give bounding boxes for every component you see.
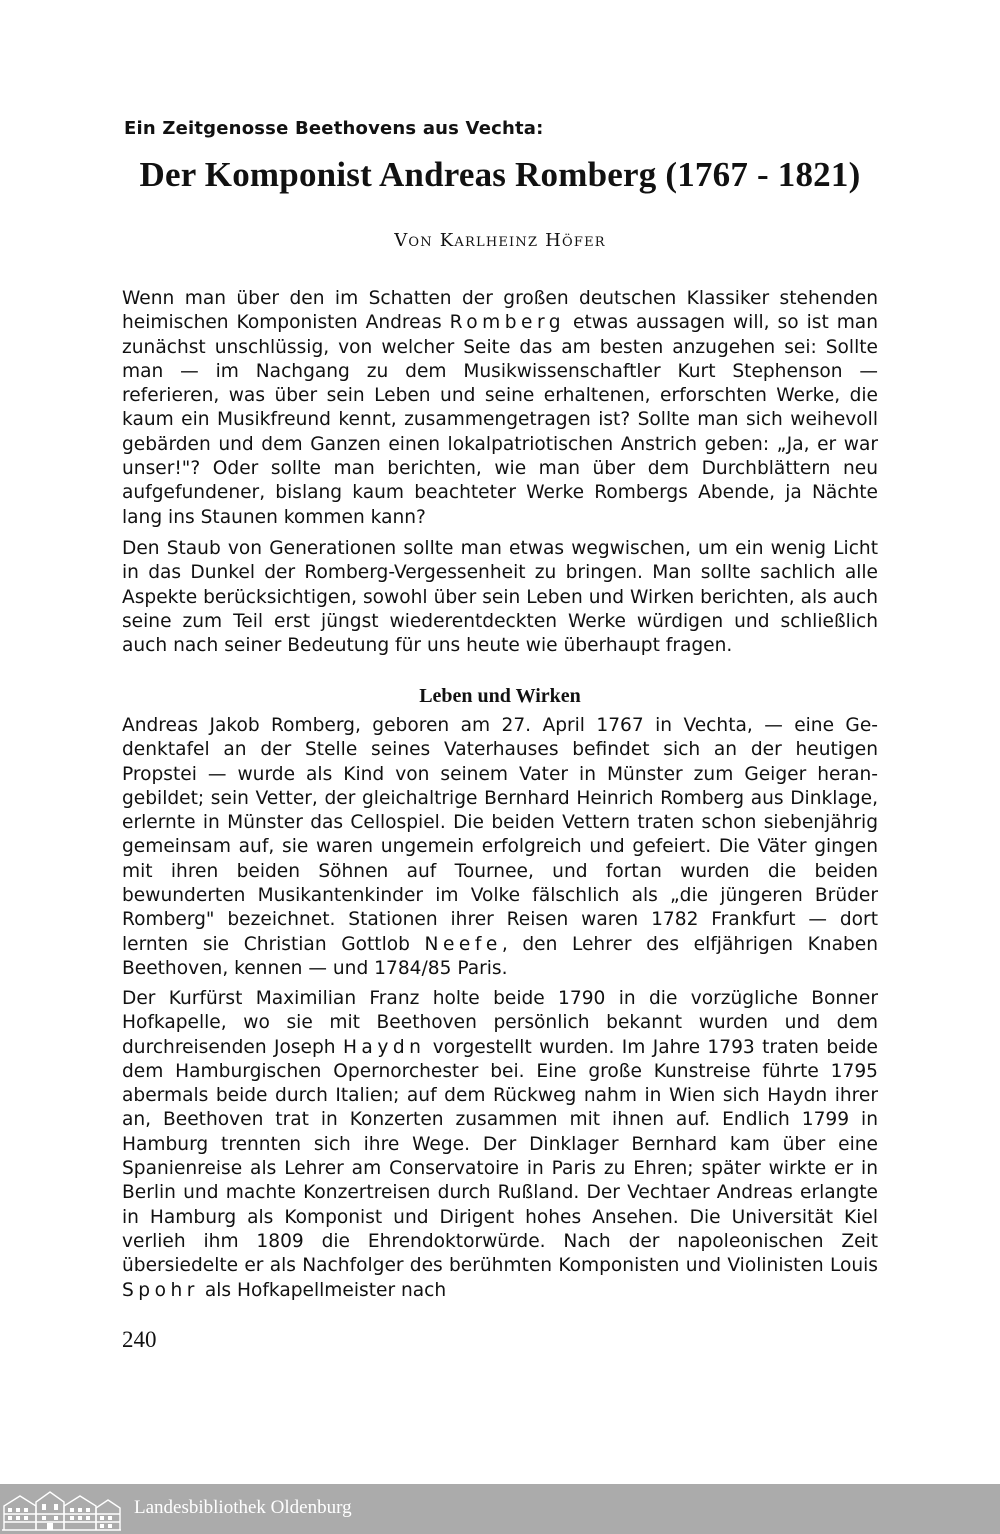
text-run: Den Staub von Generationen sollte man etwas wegwischen, um ein wenig Licht in das Dunkel der Romberg-Vergessenheit zu bringen. Man sollte sachlich alle Aspekte berücksichtigen, sowohl über sein Leben und Wirken berichten, als auch seine zum Teil erst jüngst wiederentdeckten Werke würdigen und schließlich auch nach seiner Bedeutung für uns heute wie überhaupt fragen. [122,538,878,657]
text-run: vorgestellt wurden. Im Jahre 1793 traten beide dem Hamburgischen Opernorchester bei. Eine große Kunstreise führte 1795 abermals beide durch Italien; auf dem Rückweg nahm in Wien sich Haydn ihrer an, Beethoven trat in Konzerten zusammen mit ihnen auf. Endlich 1799 in Hamburg trennten sich ihre Wege. Der Dinklager Bernhard kam über eine Spanienreise als Lehrer am Conservatoire in Paris zu Ehren; später wirkte er in Berlin und machte Konzertreisen durch Rußland. Der Vechtaer Andreas erlangte in Hamburg als Komponist und Dirigent hohes Ansehen. Die Universität Kiel verlieh ihm 1809 die Ehrendoktorwürde. Nach der napoleonischen Zeit übersiedelte er als Nachfolger des berühmten Komponisten und Violinisten Louis [122,1036,878,1277]
library-footer-bar [0,1484,1000,1534]
text-run: Der Kurfürst Maximilian Franz holte beide 1790 in die vorzügliche Bonner Hofkapelle, wo sie mit Beethoven persönlich bekannt wurden und dem durchreisenden Joseph [122,988,878,1058]
text-run: Andreas Jakob Romberg, geboren am 27. April 1767 in Vechta, — eine Gedenktafel an der Stelle seines Vaterhauses befindet sich an der heutigen Propstei — wurde als Kind von seinem Vater in Münster zum Geiger herangebildet; sein Vetter, der gleichaltrige Bernhard Heinrich Romberg aus Dinklage, erlernte in Münster das Cellospiel. Die beiden Vettern traten schon siebenjährig gemeinsam auf, sie waren ungemein erfolgreich und gefeiert. Die Väter gingen mit ihren beiden Söhnen auf Tournee, und fortan wurden die beiden bewunderten Musikantenkinder im Volke fälschlich als „die jüngeren Brüder Romberg" bezeichnet. Stationen ihrer Reisen waren 1782 Frankfurt — dort lernten sie Christian Gottlob [122,715,878,955]
page-number: 240 [122,1327,157,1352]
article-kicker: Ein Zeitgenosse Beethovens aus Vechta: [124,118,544,139]
paragraph-career [122,987,878,1303]
text-run: , den Lehrer des elfjährigen Knaben Beethoven, kennen — und 1784/85 Paris. [122,933,878,979]
spaced-name-neefe: Neefe [424,933,502,955]
text-run: etwas aussagen will, so ist man zunächst unschlüssig, von welcher Seite das am besten anzugehen sei: Sollte man — im Nachgang zu dem Musikwissenschaftler Kurt Stephenson — referieren, was über sein Leben und seine erhaltenen, erforschten Werke, die kaum ein Musikfreund kennt, zusammengetragen ist? Sollte man sich weihevoll gebärden und dem Ganzen einen lokalpatriotischen Anstrich geben: „Ja, er war unser!"? Oder sollte man berichten, wie man über dem Durchblättern neu aufgefundener, bislang kaum beachteter Werke Rombergs Abende, ja Nächte lang ins Staunen kommen kann? [122,312,878,528]
section-heading: Leben und Wirken [419,685,581,707]
library-name: Landesbibliothek Oldenburg [134,1497,352,1518]
paragraph-second [122,537,878,658]
text-run: Wenn man über den im Schatten der großen deutschen Klassiker stehenden heimischen Komponisten Andreas [122,288,878,334]
library-building-icon [0,1484,122,1534]
paragraph-biography [122,714,878,981]
text-run: als Hofkapellmeister nach [198,1279,447,1301]
article-author: Von Karlheinz Höfer [394,230,606,251]
spaced-name-spohr: Spohr [122,1279,199,1301]
paragraph-intro [122,287,878,530]
spaced-name-romberg: Romberg [449,312,566,334]
spaced-name-haydn: Haydn [342,1036,426,1058]
article-title: Der Komponist Andreas Romberg (1767 - 1821) [139,155,861,194]
